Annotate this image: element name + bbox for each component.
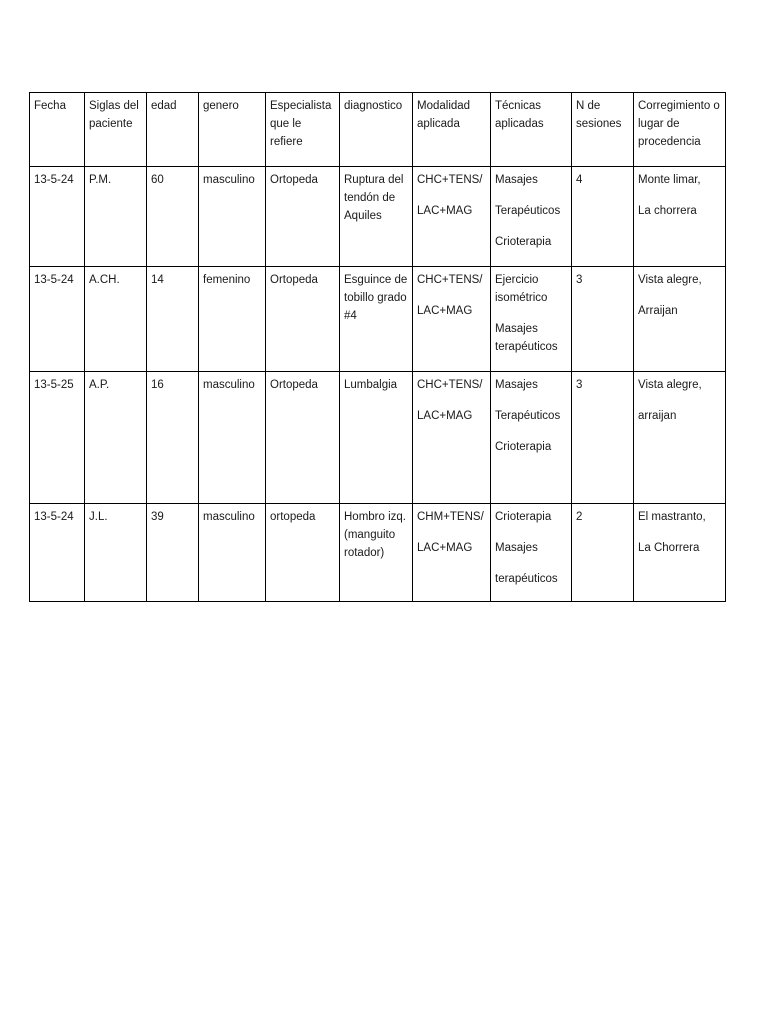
table-row xyxy=(30,267,726,372)
modalidad-line: LAC+MAG xyxy=(417,410,473,422)
cell-siglas: A.P. xyxy=(85,372,147,504)
cell-tecnicas xyxy=(491,267,572,372)
procedencia-line: Arraijan xyxy=(638,305,678,317)
cell-especialista: ortopeda xyxy=(266,504,340,602)
cell-edad: 16 xyxy=(147,372,199,504)
cell-sesiones: 4 xyxy=(572,167,634,267)
table-row xyxy=(30,372,726,504)
cell-modalidad xyxy=(413,372,491,504)
header-siglas: Siglas del paciente xyxy=(85,93,147,167)
cell-sesiones: 3 xyxy=(572,267,634,372)
header-edad: edad xyxy=(147,93,199,167)
tecnica-line: terapéuticos xyxy=(495,573,558,585)
cell-modalidad xyxy=(413,504,491,602)
cell-genero: masculino xyxy=(199,504,266,602)
cell-genero: masculino xyxy=(199,372,266,504)
header-fecha: Fecha xyxy=(30,93,85,167)
cell-fecha: 13-5-24 xyxy=(30,167,85,267)
cell-siglas: J.L. xyxy=(85,504,147,602)
modalidad-line: CHC+TENS/ xyxy=(417,274,483,286)
cell-tecnicas xyxy=(491,167,572,267)
procedencia-line: La Chorrera xyxy=(638,542,700,554)
cell-tecnicas xyxy=(491,372,572,504)
modalidad-line: LAC+MAG xyxy=(417,205,473,217)
header-especialista: Especialista que le refiere xyxy=(266,93,340,167)
cell-fecha: 13-5-24 xyxy=(30,504,85,602)
header-procedencia: Corregimiento o lugar de procedencia xyxy=(634,93,726,167)
modalidad-line: CHC+TENS/ xyxy=(417,379,483,391)
patient-records-table xyxy=(29,92,726,602)
cell-genero: femenino xyxy=(199,267,266,372)
tecnica-line: Crioterapia xyxy=(495,236,552,248)
cell-diagnostico: Hombro izq. (manguito rotador) xyxy=(340,504,413,602)
cell-especialista: Ortopeda xyxy=(266,372,340,504)
cell-modalidad xyxy=(413,167,491,267)
header-tecnicas: Técnicas aplicadas xyxy=(491,93,572,167)
procedencia-line: La chorrera xyxy=(638,205,697,217)
cell-siglas: P.M. xyxy=(85,167,147,267)
cell-especialista: Ortopeda xyxy=(266,267,340,372)
tecnica-line: Masajes xyxy=(495,174,538,186)
header-modalidad: Modalidad aplicada xyxy=(413,93,491,167)
tecnica-line: Crioterapia xyxy=(495,441,552,453)
cell-procedencia xyxy=(634,372,726,504)
tecnica-line: Masajes terapéuticos xyxy=(495,323,558,353)
modalidad-line: LAC+MAG xyxy=(417,305,473,317)
cell-especialista: Ortopeda xyxy=(266,167,340,267)
cell-edad: 14 xyxy=(147,267,199,372)
modalidad-line: CHM+TENS/ xyxy=(417,511,484,523)
procedencia-line: Vista alegre, xyxy=(638,379,702,391)
cell-sesiones: 3 xyxy=(572,372,634,504)
table-row xyxy=(30,167,726,267)
header-sesiones: N de sesiones xyxy=(572,93,634,167)
tecnica-line: Terapéuticos xyxy=(495,205,561,217)
cell-fecha: 13-5-24 xyxy=(30,267,85,372)
cell-procedencia xyxy=(634,504,726,602)
tecnica-line: Crioterapia xyxy=(495,511,552,523)
modalidad-line: LAC+MAG xyxy=(417,542,473,554)
cell-siglas: A.CH. xyxy=(85,267,147,372)
cell-tecnicas xyxy=(491,504,572,602)
cell-diagnostico: Lumbalgia xyxy=(340,372,413,504)
tecnica-line: Masajes xyxy=(495,542,538,554)
table-header-row xyxy=(30,93,726,167)
cell-diagnostico: Esguince de tobillo grado #4 xyxy=(340,267,413,372)
table-row xyxy=(30,504,726,602)
procedencia-line: Vista alegre, xyxy=(638,274,702,286)
tecnica-line: Masajes xyxy=(495,379,538,391)
cell-fecha: 13-5-25 xyxy=(30,372,85,504)
cell-procedencia xyxy=(634,167,726,267)
cell-sesiones: 2 xyxy=(572,504,634,602)
header-genero: genero xyxy=(199,93,266,167)
tecnica-line: Ejercicio isométrico xyxy=(495,274,548,304)
cell-edad: 60 xyxy=(147,167,199,267)
cell-diagnostico: Ruptura del tendón de Aquiles xyxy=(340,167,413,267)
cell-procedencia xyxy=(634,267,726,372)
procedencia-line: arraijan xyxy=(638,410,677,422)
modalidad-line: CHC+TENS/ xyxy=(417,174,483,186)
cell-edad: 39 xyxy=(147,504,199,602)
tecnica-line: Terapéuticos xyxy=(495,410,561,422)
header-diagnostico: diagnostico xyxy=(340,93,413,167)
cell-genero: masculino xyxy=(199,167,266,267)
procedencia-line: El mastranto, xyxy=(638,511,706,523)
procedencia-line: Monte limar, xyxy=(638,174,701,186)
cell-modalidad xyxy=(413,267,491,372)
